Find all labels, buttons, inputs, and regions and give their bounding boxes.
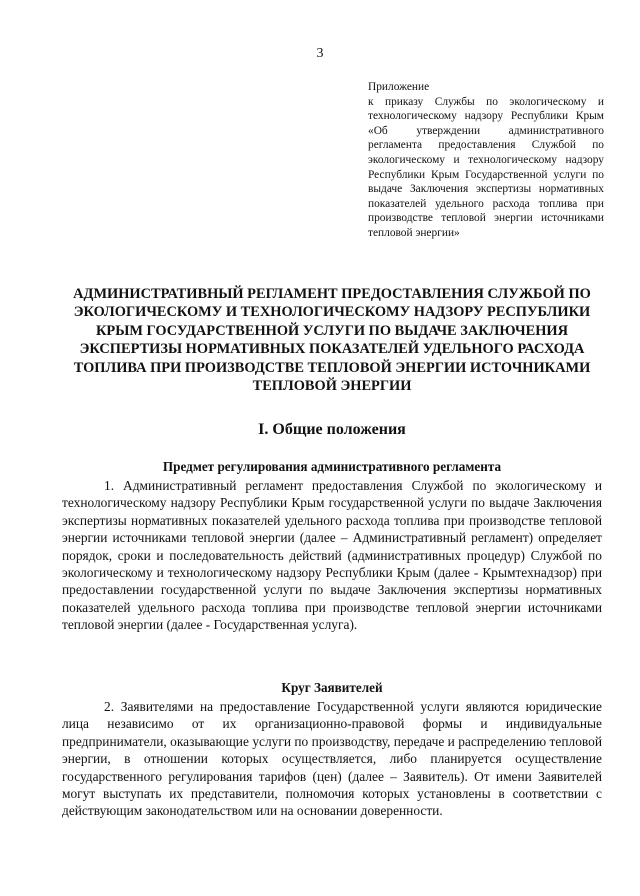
appendix-text: к приказу Службы по экологическому и технологическому надзору Республики Крым «Об утверждении административного регламента предоставления Службой по экологическому и технологическому надзору Республики Крым Государственной услуги по выдаче Заключения экспертизы нормативных показателей удельного расхода топлива при производстве тепловой энергии источниками тепловой энергии»	[368, 95, 604, 239]
paragraph-2: 2. Заявителями на предоставление Государственной услуги являются юридические лица независимо от их организационно-правовой формы и индивидуальные предприниматели, оказывающие услуги по производству, передаче и распределению тепловой энергии, в отношении которых осуществляется, либо планируется осуществление государственного регулирования тарифов (цен) (далее – Заявитель). От имени Заявителей могут выступать их представители, полномочия которых установлены в соответствии с действующим законодательством или на основании доверенности.	[62, 699, 602, 819]
page-number: 3	[316, 46, 324, 61]
subsection-heading-regulation-subject: Предмет регулирования административного регламента	[162, 459, 502, 474]
appendix-block	[368, 80, 604, 241]
appendix-title: Приложение	[368, 81, 430, 93]
paragraph-1: 1. Административный регламент предоставления Службой по экологическому и технологическому надзору Республики Крым государственной услуги по выдаче Заключения экспертизы нормативных показателей удельного расхода топлива при производстве тепловой энергии источниками тепловой энергии (далее – Административный регламент) определяет порядок, сроки и последовательность действий (административных процедур) Службой по экологическому и технологическому надзору Республики Крым (далее - Крымтехнадзор) при предоставлении государственной услуги по выдаче Заключения экспертизы нормативных показателей удельного расхода топлива при производстве тепловой энергии источниками тепловой энергии (далее - Государственная услуга).	[62, 478, 602, 633]
subsection-heading-applicants: Круг Заявителей	[281, 680, 383, 695]
section-heading: I. Общие положения	[258, 421, 406, 438]
document-title: АДМИНИСТРАТИВНЫЙ РЕГЛАМЕНТ ПРЕДОСТАВЛЕНИЯ СЛУЖБОЙ ПО ЭКОЛОГИЧЕСКОМУ И ТЕХНОЛОГИЧЕСКОМУ НАДЗОРУ РЕСПУБЛИКИ КРЫМ ГОСУДАРСТВЕННОЙ УСЛУГИ ПО ВЫДАЧЕ ЗАКЛЮЧЕНИЯ ЭКСПЕРТИЗЫ НОРМАТИВНЫХ ПОКАЗАТЕЛЕЙ УДЕЛЬНОГО РАСХОДА ТОПЛИВА ПРИ ПРОИЗВОДСТВЕ ТЕПЛОВОЙ ЭНЕРГИИ ИСТОЧНИКАМИ ТЕПЛОВОЙ ЭНЕРГИИ	[73, 286, 591, 395]
